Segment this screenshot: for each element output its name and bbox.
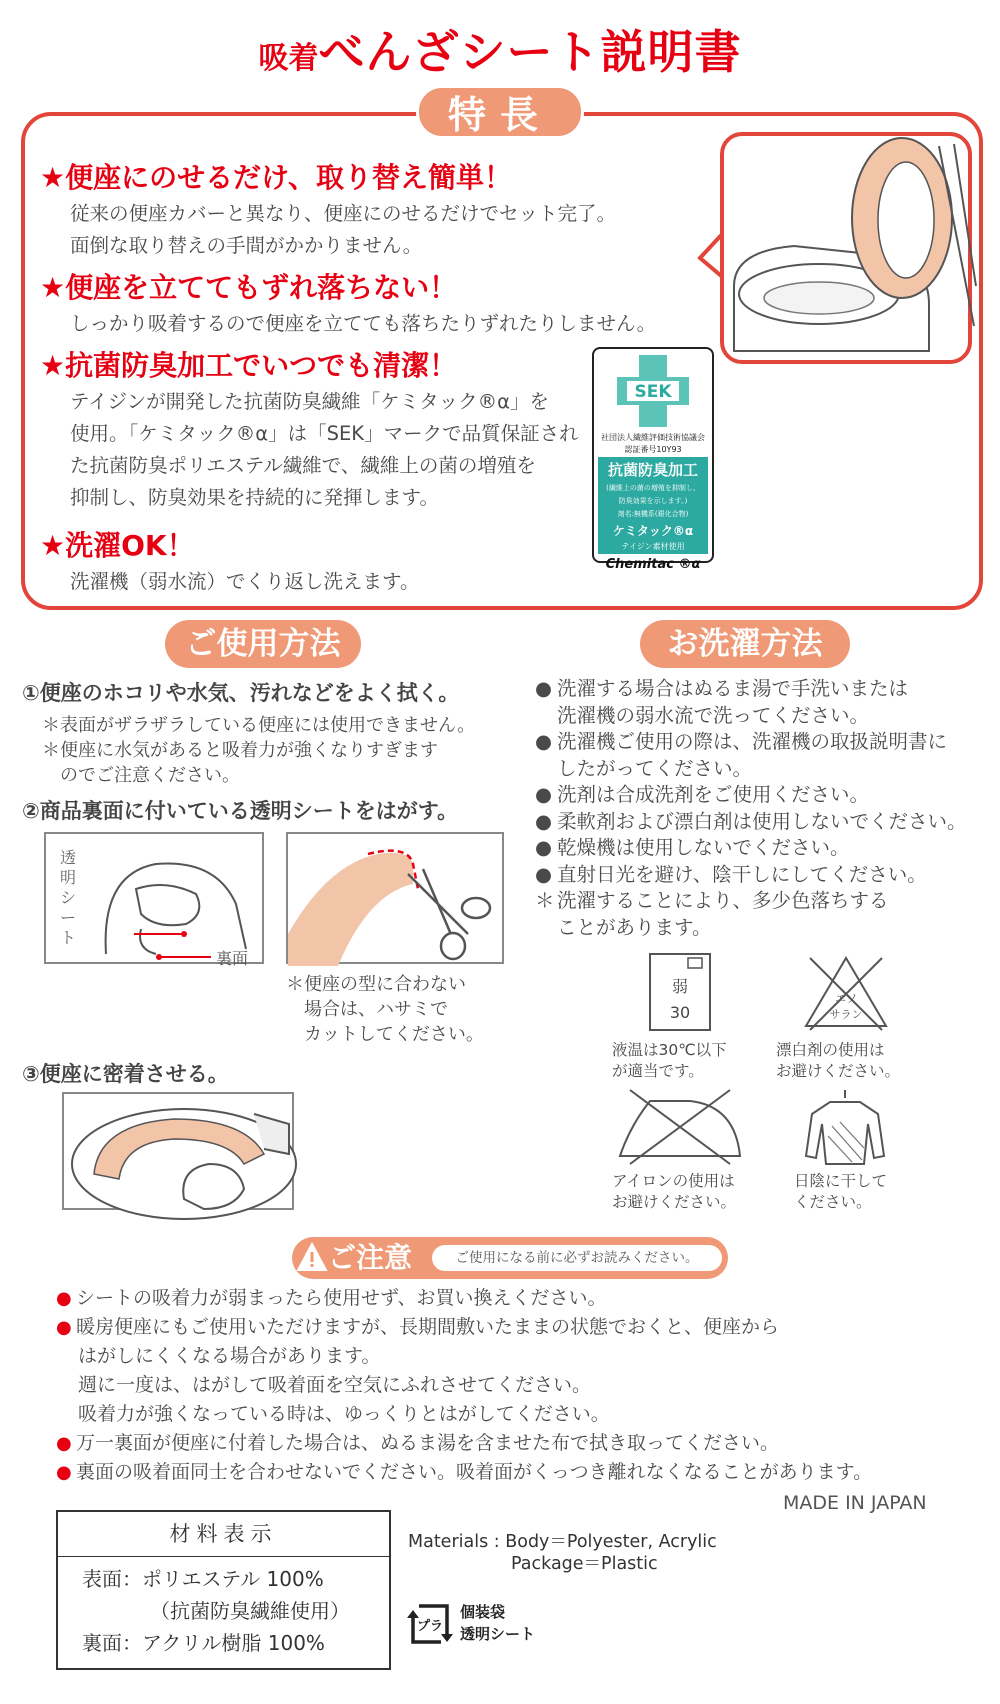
wash-tub-icon bbox=[648, 952, 712, 1032]
recycle-label: 個装袋 透明シート bbox=[460, 1603, 536, 1643]
washing-label: お洗濯方法 bbox=[640, 620, 850, 668]
step-note: ＊便座の型に合わない bbox=[286, 974, 466, 995]
wash-item: ● 洗剤は合成洗剤をご使用ください。 bbox=[535, 783, 870, 806]
feature-heading: ★抗菌防臭加工でいつでも清潔！ bbox=[40, 349, 458, 382]
sek-desc: 防臭効果を示します。) bbox=[598, 495, 708, 508]
usage-label: ご使用方法 bbox=[165, 620, 361, 668]
materials-table bbox=[56, 1510, 391, 1670]
scissors-icon bbox=[288, 834, 506, 966]
feature-item bbox=[40, 344, 579, 514]
usage-step-1 bbox=[22, 677, 475, 788]
feature-text: しっかり吸着するので便座を立てても落ちたりずれたりしません。 bbox=[70, 312, 657, 335]
no-bleach-icon bbox=[802, 952, 890, 1032]
feature-text: 抑制し、防臭効果を持続的に発揮します。 bbox=[70, 486, 439, 509]
materials-header: 材料表示 bbox=[58, 1512, 389, 1557]
usage-step-3 bbox=[22, 1058, 229, 1088]
feature-text: 使用。「ケミタック®α」は「SEK」マークで品質保証され bbox=[70, 422, 579, 445]
washing-instructions bbox=[535, 676, 967, 941]
step-note: ＊便座に水気があると吸着力が強くなりすぎます bbox=[42, 740, 438, 761]
sek-brand-en: Chemitac ®α bbox=[605, 557, 701, 572]
usage-step-2 bbox=[22, 795, 458, 825]
wash-item: ＊ 洗濯することにより、多少色落ちする bbox=[535, 889, 889, 912]
sek-cert: 認証番号10Y93 bbox=[624, 445, 682, 454]
step-note: のでご注意ください。 bbox=[42, 765, 240, 786]
cut-sheet-illustration bbox=[286, 832, 504, 964]
wash-temp: 30 bbox=[669, 1003, 691, 1022]
caution-item: ● シートの吸着力が弱まったら使用せず、お買い換えください。 bbox=[56, 1287, 607, 1309]
toilet-seat-icon bbox=[724, 136, 976, 368]
sek-desc: 剤名:無機系(銀化合物) bbox=[598, 508, 708, 521]
wash-item: ● 洗濯機ご使用の際は、洗濯機の取扱説明書に bbox=[535, 730, 948, 753]
sek-logo: SEK bbox=[634, 382, 672, 402]
feature-text: 洗濯機（弱水流）でくり返し洗えます。 bbox=[70, 570, 420, 593]
step-heading: ③便座に密着させる。 bbox=[22, 1062, 229, 1086]
caution-subtitle: ご使用になる前に必ずお読みください。 bbox=[432, 1245, 722, 1271]
step-note: ＊表面がザラザラしている便座には使用できません。 bbox=[42, 715, 476, 736]
feature-heading: ★洗濯OK！ bbox=[40, 529, 195, 562]
peel-sheet-illustration bbox=[44, 832, 264, 968]
caution-item: ● 暖房便座にもご使用いただけますが、長期間敷いたままの状態でおくと、便座から bbox=[56, 1316, 780, 1338]
caution-item: はがしにくくなる場合があります。 bbox=[78, 1345, 381, 1367]
features-label: 特長 bbox=[416, 85, 584, 139]
feature-text: た抗菌防臭ポリエステル繊維で、繊維上の菌の増殖を bbox=[70, 454, 536, 477]
feature-heading: ★便座にのせるだけ、取り替え簡単！ bbox=[40, 161, 512, 194]
title-main: べんざシート説明書 bbox=[318, 25, 742, 79]
feature-item bbox=[40, 156, 616, 262]
bleach-caption: 漂白剤の使用は お避けください。 bbox=[776, 1041, 901, 1080]
feature-text: 面倒な取り替えの手間がかかりません。 bbox=[70, 234, 423, 257]
sek-certification-badge bbox=[592, 347, 714, 572]
wash-item: ● 直射日光を避け、陰干しにしてください。 bbox=[535, 862, 927, 886]
page-title bbox=[0, 16, 1000, 82]
sek-org: 社団法人繊維評価技術協議会 bbox=[601, 433, 705, 442]
sheet-label: 透明シート bbox=[60, 848, 77, 947]
step-note: 場合は、ハサミで bbox=[286, 999, 448, 1020]
materials-english: Materials : Body＝Polyester, Acrylic Package＝Plastic bbox=[408, 1532, 717, 1574]
feature-text: テイジンが開発した抗菌防臭繊維「ケミタック®α」を bbox=[70, 390, 550, 413]
attach-seat-illustration bbox=[62, 1092, 294, 1210]
bleach-text-2: サラン bbox=[829, 1008, 863, 1021]
feature-text: 従来の便座カバーと異なり、便座にのせるだけでセット完了。 bbox=[70, 202, 617, 225]
feature-item bbox=[40, 524, 419, 598]
caution-item: ● 裏面の吸着面同士を合わせないでください。吸着面がくっつき離れなくなることがあります。 bbox=[56, 1461, 873, 1483]
no-iron-icon bbox=[610, 1086, 750, 1166]
iron-caption: アイロンの使用は お避けください。 bbox=[612, 1172, 737, 1211]
sek-label: 抗菌防臭加工 bbox=[598, 457, 708, 482]
warning-icon bbox=[296, 1242, 328, 1272]
feature-heading: ★便座を立ててもずれ落ちない！ bbox=[40, 271, 458, 304]
wash-item: ● 柔軟剤および漂白剤は使用しないでください。 bbox=[535, 809, 967, 833]
caution-item: 週に一度は、はがして吸着面を空気にふれさせてください。 bbox=[78, 1374, 592, 1396]
title-prefix: 吸着 bbox=[258, 41, 319, 76]
caution-title: ご注意 bbox=[328, 1241, 413, 1274]
sek-brand: ケミタック®α bbox=[598, 521, 708, 540]
plastic-recycle-icon bbox=[405, 1598, 455, 1650]
bleach-text-1: エソ bbox=[835, 992, 857, 1005]
caution-list bbox=[56, 1284, 872, 1487]
made-in-label: MADE IN JAPAN bbox=[783, 1492, 927, 1514]
step-note: カットしてください。 bbox=[286, 1024, 484, 1045]
wash-caption: 液温は30℃以下 が適当です。 bbox=[612, 1041, 727, 1080]
wash-item: ● 乾燥機は使用しないでください。 bbox=[535, 836, 850, 859]
materials-row: 表面：ポリエステル 100% bbox=[82, 1567, 324, 1591]
wash-level: 弱 bbox=[671, 977, 689, 996]
dry-caption: 日陰に干して ください。 bbox=[794, 1172, 888, 1211]
caution-item: ● 万一裏面が便座に付着した場合は、ぬるま湯を含ませた布で拭き取ってください。 bbox=[56, 1432, 780, 1454]
wash-item: ことがあります。 bbox=[557, 915, 712, 939]
step-heading: ①便座のホコリや水気、汚れなどをよく拭く。 bbox=[22, 681, 460, 705]
sek-desc: (繊維上の菌の増殖を抑制し、 bbox=[598, 482, 708, 495]
hand-attach-icon bbox=[64, 1094, 296, 1212]
feature-item bbox=[40, 266, 656, 340]
sek-brand-sub: テイジン素材使用 bbox=[598, 540, 708, 554]
wash-item: 洗濯機の弱水流で洗ってください。 bbox=[557, 703, 870, 727]
caution-item: 吸着力が強くなっている時は、ゆっくりとはがしてください。 bbox=[78, 1403, 610, 1425]
toilet-seat-illustration bbox=[720, 132, 972, 364]
step-2-notes bbox=[286, 972, 484, 1047]
recycle-mark: プラ bbox=[416, 1619, 444, 1634]
back-label: 裏面 bbox=[216, 949, 249, 968]
materials-row: 裏面：アクリル樹脂 100% bbox=[82, 1631, 325, 1655]
shade-dry-icon bbox=[802, 1086, 888, 1166]
wash-item: ● 洗濯する場合はぬるま湯で手洗いまたは bbox=[535, 677, 909, 700]
step-heading: ②商品裏面に付いている透明シートをはがす。 bbox=[22, 799, 459, 823]
materials-row: （抗菌防臭繊維使用） bbox=[150, 1599, 350, 1623]
wash-item: したがってください。 bbox=[557, 756, 753, 780]
sek-cross-icon bbox=[613, 355, 693, 427]
